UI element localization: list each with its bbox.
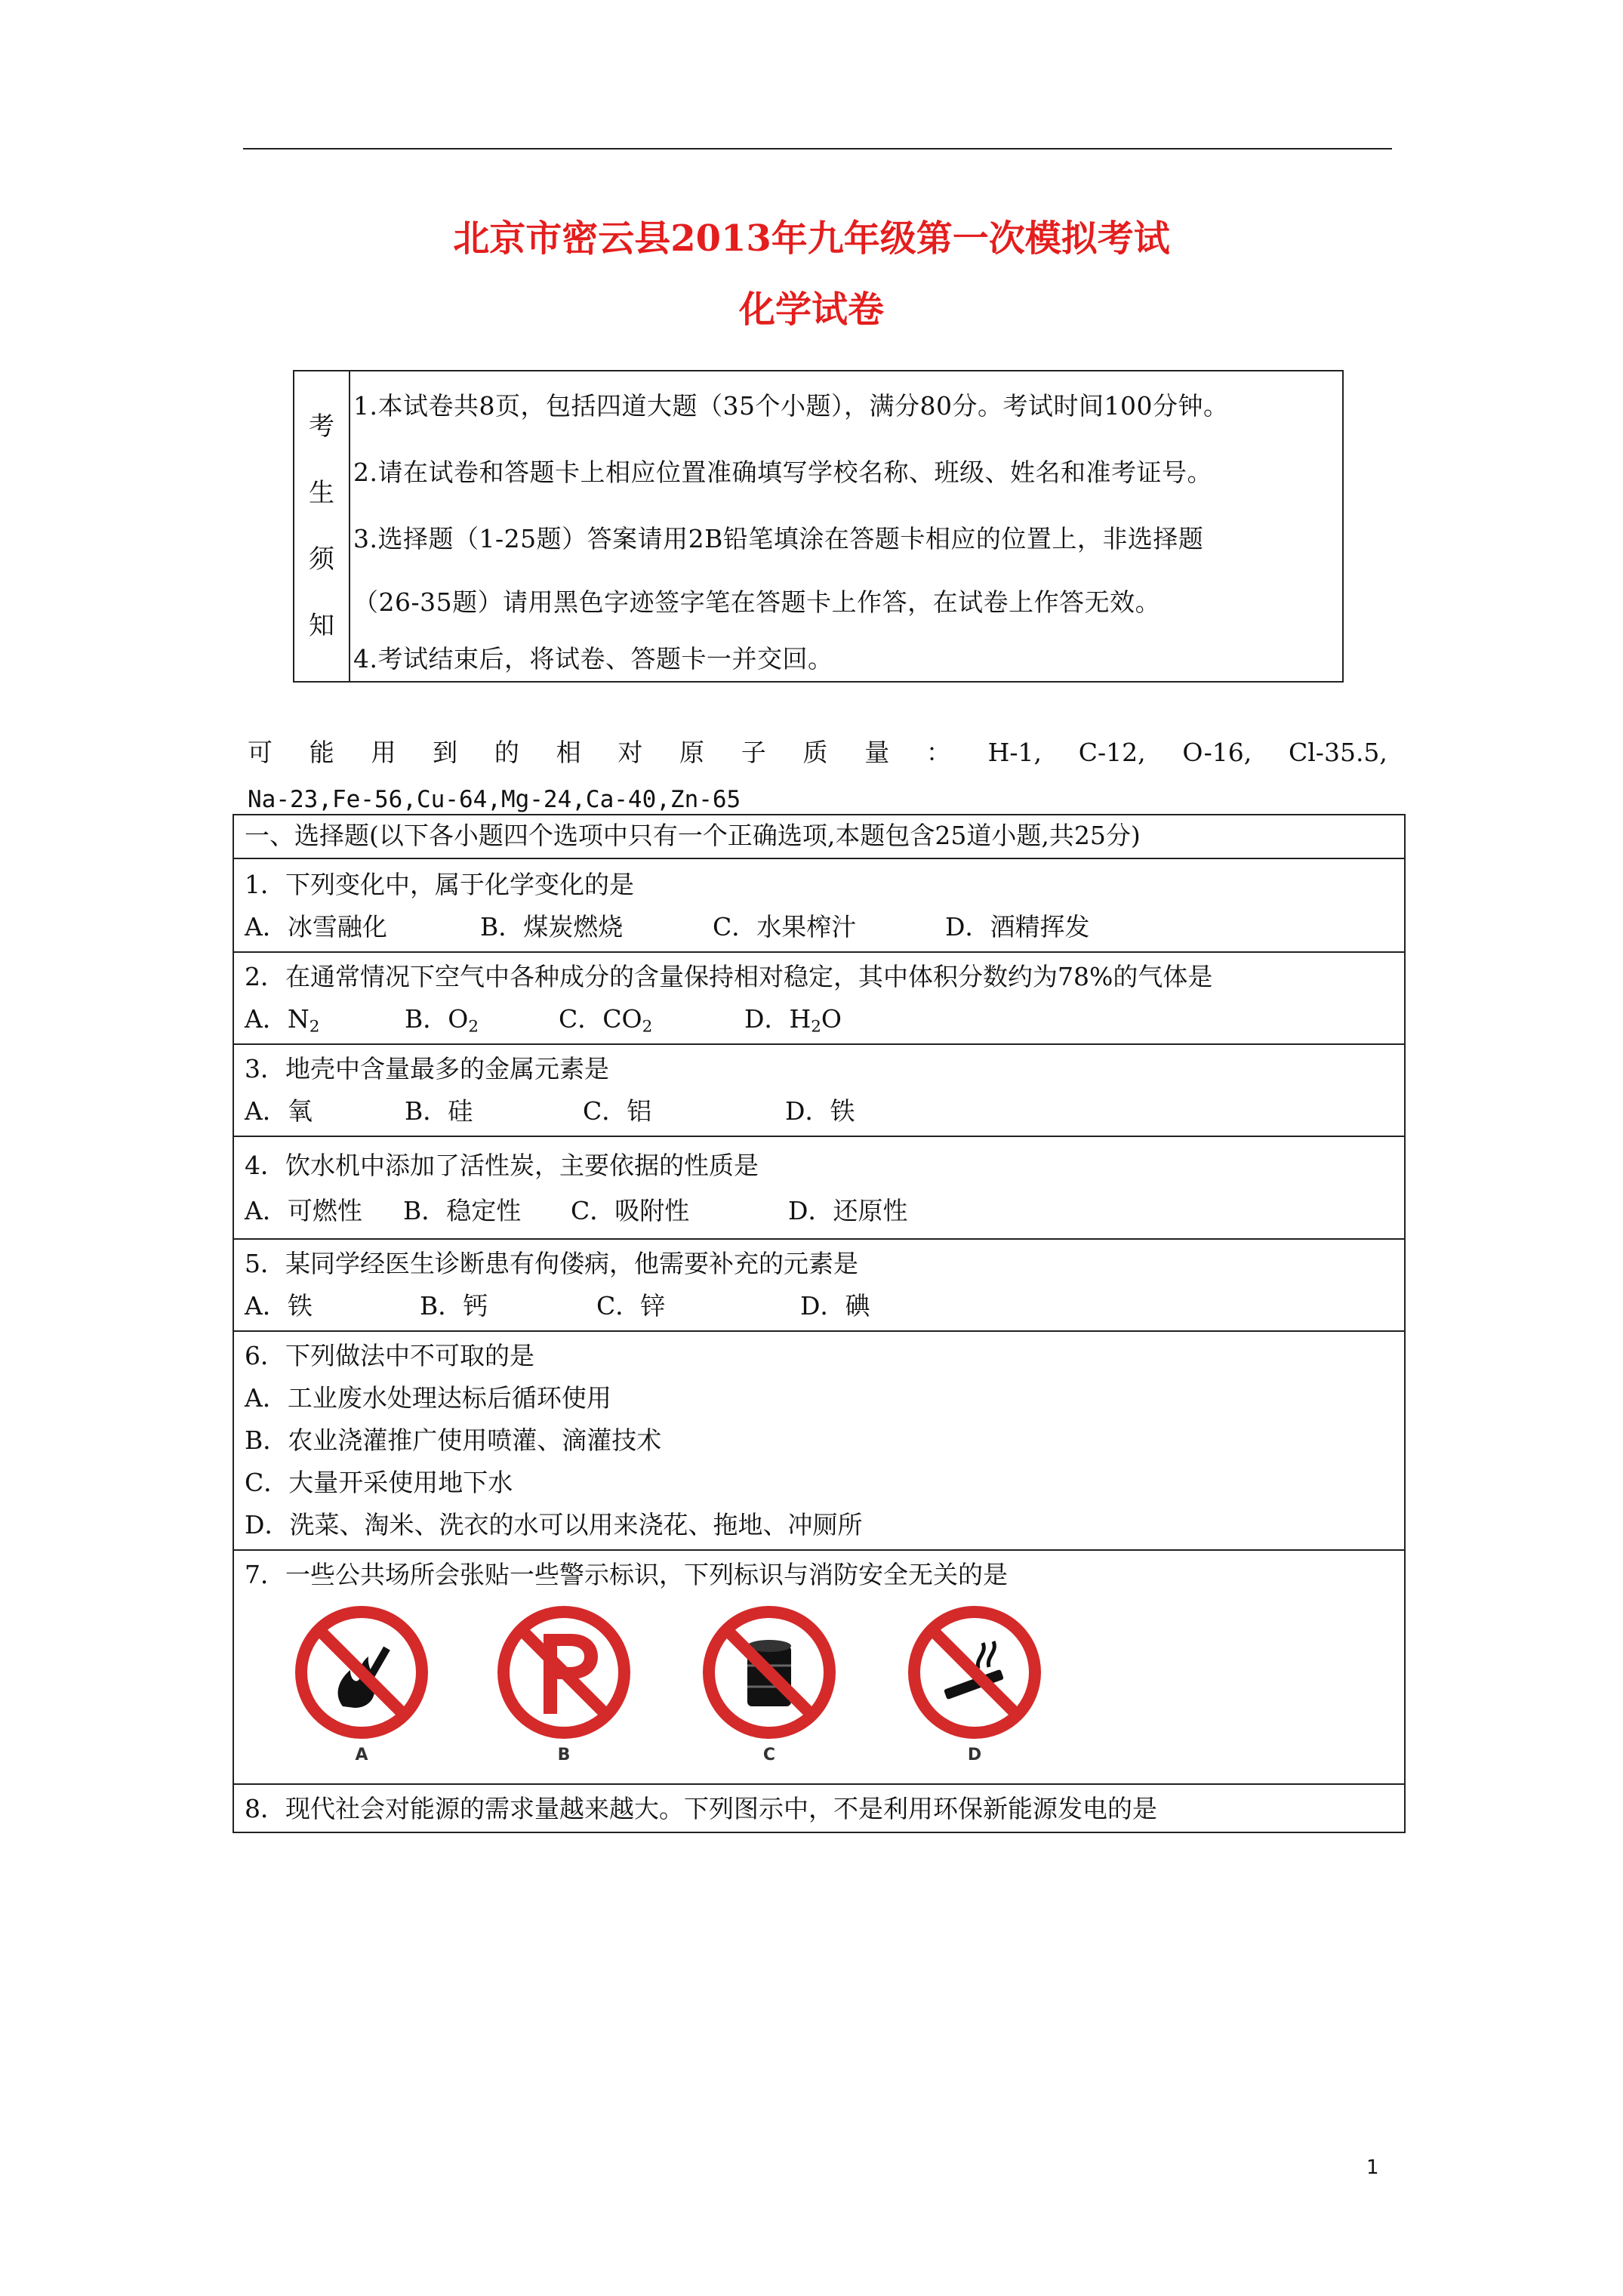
question-4	[234, 1137, 1404, 1240]
sign-letter: C	[762, 1746, 776, 1764]
warning-signs	[245, 1596, 1404, 1777]
question-options	[245, 1285, 1404, 1327]
option-text: B．O	[405, 1004, 469, 1034]
option: C．大量开采使用地下水	[245, 1468, 513, 1497]
notice-label-char: 知	[309, 611, 334, 641]
question-options	[245, 1187, 1404, 1235]
atomic-masses	[248, 729, 1387, 823]
notice-label-char: 生	[309, 478, 334, 508]
question-6	[234, 1332, 1404, 1551]
no-fire-icon	[290, 1601, 433, 1744]
question-options	[245, 906, 1404, 948]
option: D．碘	[800, 1291, 870, 1321]
label-char: 对	[617, 738, 643, 767]
label-char: 到	[433, 738, 458, 767]
option-text: C．CO	[559, 1004, 642, 1034]
page-number: 1	[1366, 2156, 1379, 2179]
question-stem: 6．下列做法中不可取的是	[245, 1341, 534, 1370]
sign-d	[903, 1601, 1046, 1767]
label-char: 的	[494, 738, 519, 767]
mass-value: O-16,	[1182, 738, 1252, 767]
sign-letter: B	[557, 1746, 571, 1764]
option: C．水果榨汁	[713, 912, 857, 942]
notice-line: 2.请在试卷和答题卡上相应位置准确填写学校名称、班级、姓名和准考证号。	[353, 458, 1212, 487]
notice-line: 3.选择题（1-25题）答案请用2B铅笔填涂在答题卡相应的位置上，非选择题	[353, 524, 1204, 553]
option-text: A．N	[245, 1004, 310, 1034]
sign-a	[290, 1601, 433, 1767]
mass-value: C-12,	[1078, 738, 1146, 767]
option: A．工业废水处理达标后循环使用	[245, 1383, 611, 1413]
question-stem: 1．下列变化中，属于化学变化的是	[245, 870, 634, 899]
question-1	[234, 859, 1404, 953]
option: A．铁	[245, 1291, 313, 1321]
section-heading: 一、选择题(以下各小题四个选项中只有一个正确选项,本题包含25道小题,共25分)	[234, 815, 1404, 859]
question-stem: 8．现代社会对能源的需求量越来越大。下列图示中，不是利用环保新能源发电的是	[245, 1794, 1157, 1823]
label-char: 质	[802, 738, 828, 767]
option-text: O	[821, 1004, 842, 1034]
notice-label	[294, 371, 350, 681]
option: A．可燃性	[245, 1196, 362, 1225]
header-rule	[243, 148, 1392, 149]
no-parking-icon	[492, 1601, 636, 1744]
option: D．铁	[785, 1096, 855, 1126]
notice-line: 4.考试结束后，将试卷、答题卡一并交回。	[353, 644, 833, 673]
label-char: 能	[309, 738, 334, 767]
question-stem: 2．在通常情况下空气中各种成分的含量保持相对稳定，其中体积分数约为78%的气体是	[245, 962, 1213, 991]
question-8	[234, 1785, 1404, 1832]
label-char: 量	[864, 738, 890, 767]
option: D．还原性	[788, 1196, 908, 1225]
option: A．冰雪融化	[245, 912, 387, 942]
option: B．硅	[405, 1096, 473, 1126]
option	[245, 998, 405, 1040]
label-char: 原	[679, 738, 705, 767]
question-stem: 7．一些公共场所会张贴一些警示标识，下列标识与消防安全无关的是	[245, 1560, 1008, 1589]
option: B．钙	[420, 1291, 488, 1321]
exam-title: 北京市密云县2013年九年级第一次模拟考试	[453, 217, 1170, 260]
question-options	[245, 998, 1404, 1040]
notice-label-char: 须	[309, 544, 334, 575]
mass-value: Cl-35.5,	[1289, 738, 1387, 767]
option	[559, 998, 744, 1040]
atomic-masses-row1	[248, 729, 1387, 776]
option: D．洗菜、淘米、洗衣的水可以用来浇花、拖地、冲厕所	[245, 1510, 863, 1539]
question-2	[234, 953, 1404, 1045]
subscript: 2	[468, 1017, 479, 1037]
notice-line: （26-35题）请用黑色字迹签字笔在答题卡上作答，在试卷上作答无效。	[353, 587, 1161, 617]
option: C．吸附性	[571, 1196, 690, 1225]
option	[744, 998, 842, 1040]
subscript: 2	[811, 1017, 821, 1037]
notice-lines	[350, 371, 1342, 686]
question-5	[234, 1240, 1404, 1332]
option: C．铝	[583, 1096, 652, 1126]
sign-letter: A	[355, 1746, 368, 1764]
label-char: 子	[741, 738, 766, 767]
atomic-masses-row2: Na-23,Fe-56,Cu-64,Mg-24,Ca-40,Zn-65	[248, 786, 741, 813]
sign-letter: D	[967, 1746, 982, 1764]
exam-subtitle: 化学试卷	[738, 288, 884, 331]
subscript: 2	[642, 1017, 653, 1037]
option: B．煤炭燃烧	[480, 912, 624, 942]
notice-line: 1.本试卷共8页，包括四道大题（35个小题），满分80分。考试时间100分钟。	[353, 391, 1229, 421]
option: D．酒精挥发	[945, 912, 1090, 942]
question-7	[234, 1551, 1404, 1785]
mass-value: H-1,	[987, 738, 1042, 767]
sign-c	[698, 1601, 841, 1767]
question-3	[234, 1045, 1404, 1137]
subscript: 2	[309, 1017, 320, 1037]
option: A．氧	[245, 1096, 313, 1126]
no-smoking-icon	[903, 1601, 1046, 1744]
label-char: 相	[556, 738, 581, 767]
label-char: 用	[371, 738, 396, 767]
notice-label-char: 考	[309, 411, 334, 442]
question-stem: 5．某同学经医生诊断患有佝偻病，他需要补充的元素是	[245, 1249, 858, 1278]
option: B．稳定性	[403, 1196, 522, 1225]
no-flammables-icon	[698, 1601, 841, 1744]
candidate-notice-box	[293, 370, 1344, 683]
question-stem: 4．饮水机中添加了活性炭，主要依据的性质是	[245, 1151, 759, 1180]
label-char: ：	[925, 738, 951, 767]
questions-table	[233, 814, 1406, 1833]
option: B．农业浇灌推广使用喷灌、滴灌技术	[245, 1425, 662, 1455]
question-stem: 3．地壳中含量最多的金属元素是	[245, 1054, 609, 1083]
question-options	[245, 1090, 1404, 1133]
sign-b	[492, 1601, 636, 1767]
option	[405, 998, 559, 1040]
option: C．锌	[596, 1291, 666, 1321]
label-char: 可	[248, 738, 273, 767]
option-text: D．H	[744, 1004, 812, 1034]
